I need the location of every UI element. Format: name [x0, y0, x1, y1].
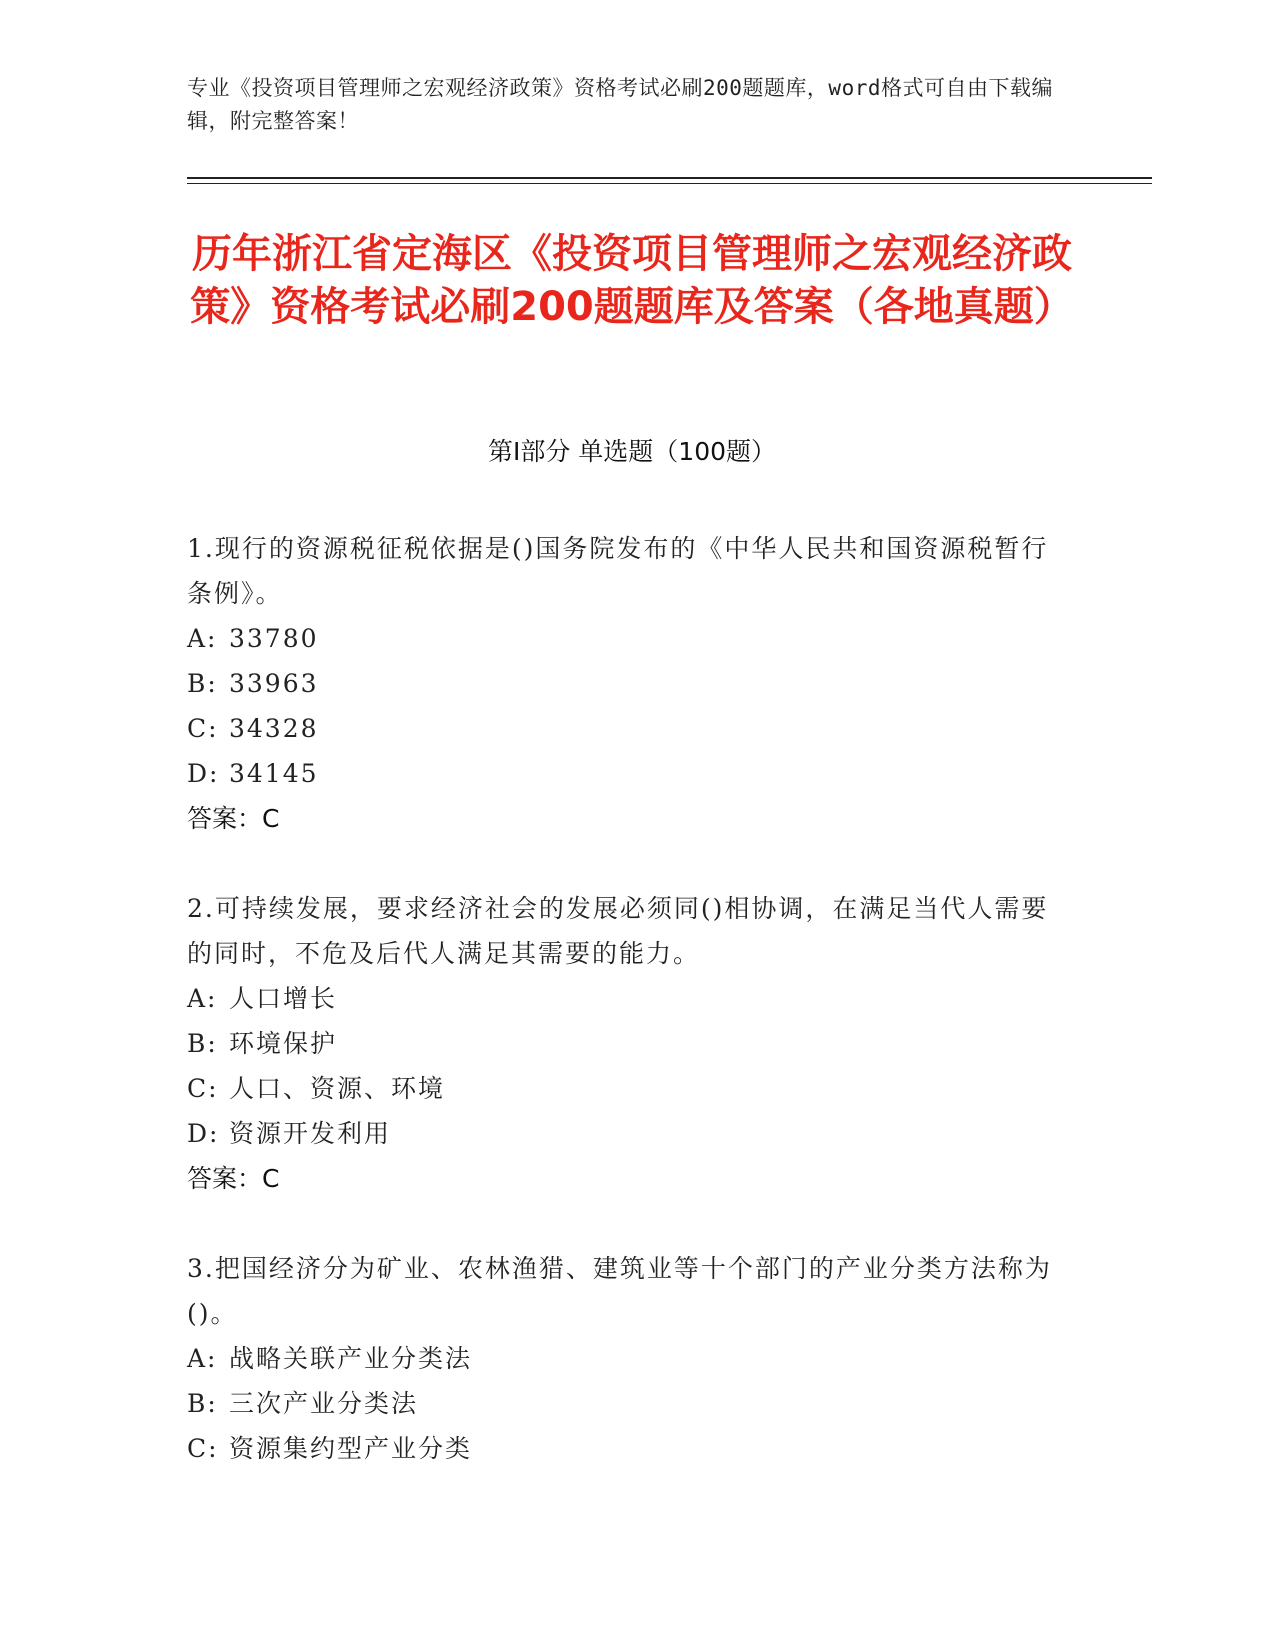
- section-title: 第Ⅰ部分 单选题（100题）: [487, 437, 777, 466]
- option-letter: C:: [187, 1434, 219, 1463]
- answer-line: 答案：C: [187, 804, 280, 833]
- option-letter: B:: [187, 669, 218, 698]
- option-letter: A:: [187, 1344, 218, 1373]
- question-3: [187, 1246, 1067, 1471]
- option-text: 资源开发利用: [229, 1119, 392, 1148]
- option-text: 34145: [229, 759, 319, 788]
- header-note: 专业《投资项目管理师之宏观经济政策》资格考试必刷200题题库，word格式可自由下载编辑，附完整答案！: [187, 76, 1053, 133]
- option-text: 34328: [229, 714, 319, 743]
- option-a: [187, 1336, 1067, 1381]
- option-text: 资源集约型产业分类: [229, 1434, 473, 1463]
- option-b: [187, 1381, 1067, 1426]
- question-stem: 1.现行的资源税征税依据是()国务院发布的《中华人民共和国资源税暂行条例》。: [187, 534, 1049, 608]
- header-rule-thin: [187, 183, 1152, 184]
- option-letter: B:: [187, 1389, 218, 1418]
- option-letter: A:: [187, 624, 218, 653]
- option-letter: C:: [187, 1074, 219, 1103]
- answer-line: 答案：C: [187, 1164, 280, 1193]
- question-list: [187, 526, 1067, 1516]
- option-c: [187, 706, 1067, 751]
- option-letter: D:: [187, 759, 220, 788]
- header-rule-thick: [187, 177, 1152, 179]
- document-title: 历年浙江省定海区《投资项目管理师之宏观经济政策》资格考试必刷200题题库及答案（各地真题）: [190, 231, 1074, 330]
- option-text: 三次产业分类法: [229, 1389, 419, 1418]
- option-a: [187, 976, 1067, 1021]
- option-d: [187, 1111, 1067, 1156]
- question-stem: 2.可持续发展，要求经济社会的发展必须同()相协调，在满足当代人需要的同时，不危及后代人满足其需要的能力。: [187, 894, 1049, 968]
- option-c: [187, 1066, 1067, 1111]
- option-b: [187, 661, 1067, 706]
- option-text: 人口增长: [229, 984, 338, 1013]
- option-text: 战略关联产业分类法: [229, 1344, 473, 1373]
- option-letter: B:: [187, 1029, 218, 1058]
- option-text: 33963: [229, 669, 319, 698]
- option-d: [187, 751, 1067, 796]
- option-a: [187, 616, 1067, 661]
- question-1: [187, 526, 1067, 841]
- option-b: [187, 1021, 1067, 1066]
- option-text: 环境保护: [229, 1029, 338, 1058]
- option-c: [187, 1426, 1067, 1471]
- option-letter: A:: [187, 984, 218, 1013]
- option-letter: D:: [187, 1119, 220, 1148]
- option-text: 人口、资源、环境: [229, 1074, 446, 1103]
- question-stem: 3.把国经济分为矿业、农林渔猎、建筑业等十个部门的产业分类方法称为()。: [187, 1254, 1052, 1328]
- question-2: [187, 886, 1067, 1201]
- option-letter: C:: [187, 714, 219, 743]
- option-text: 33780: [229, 624, 319, 653]
